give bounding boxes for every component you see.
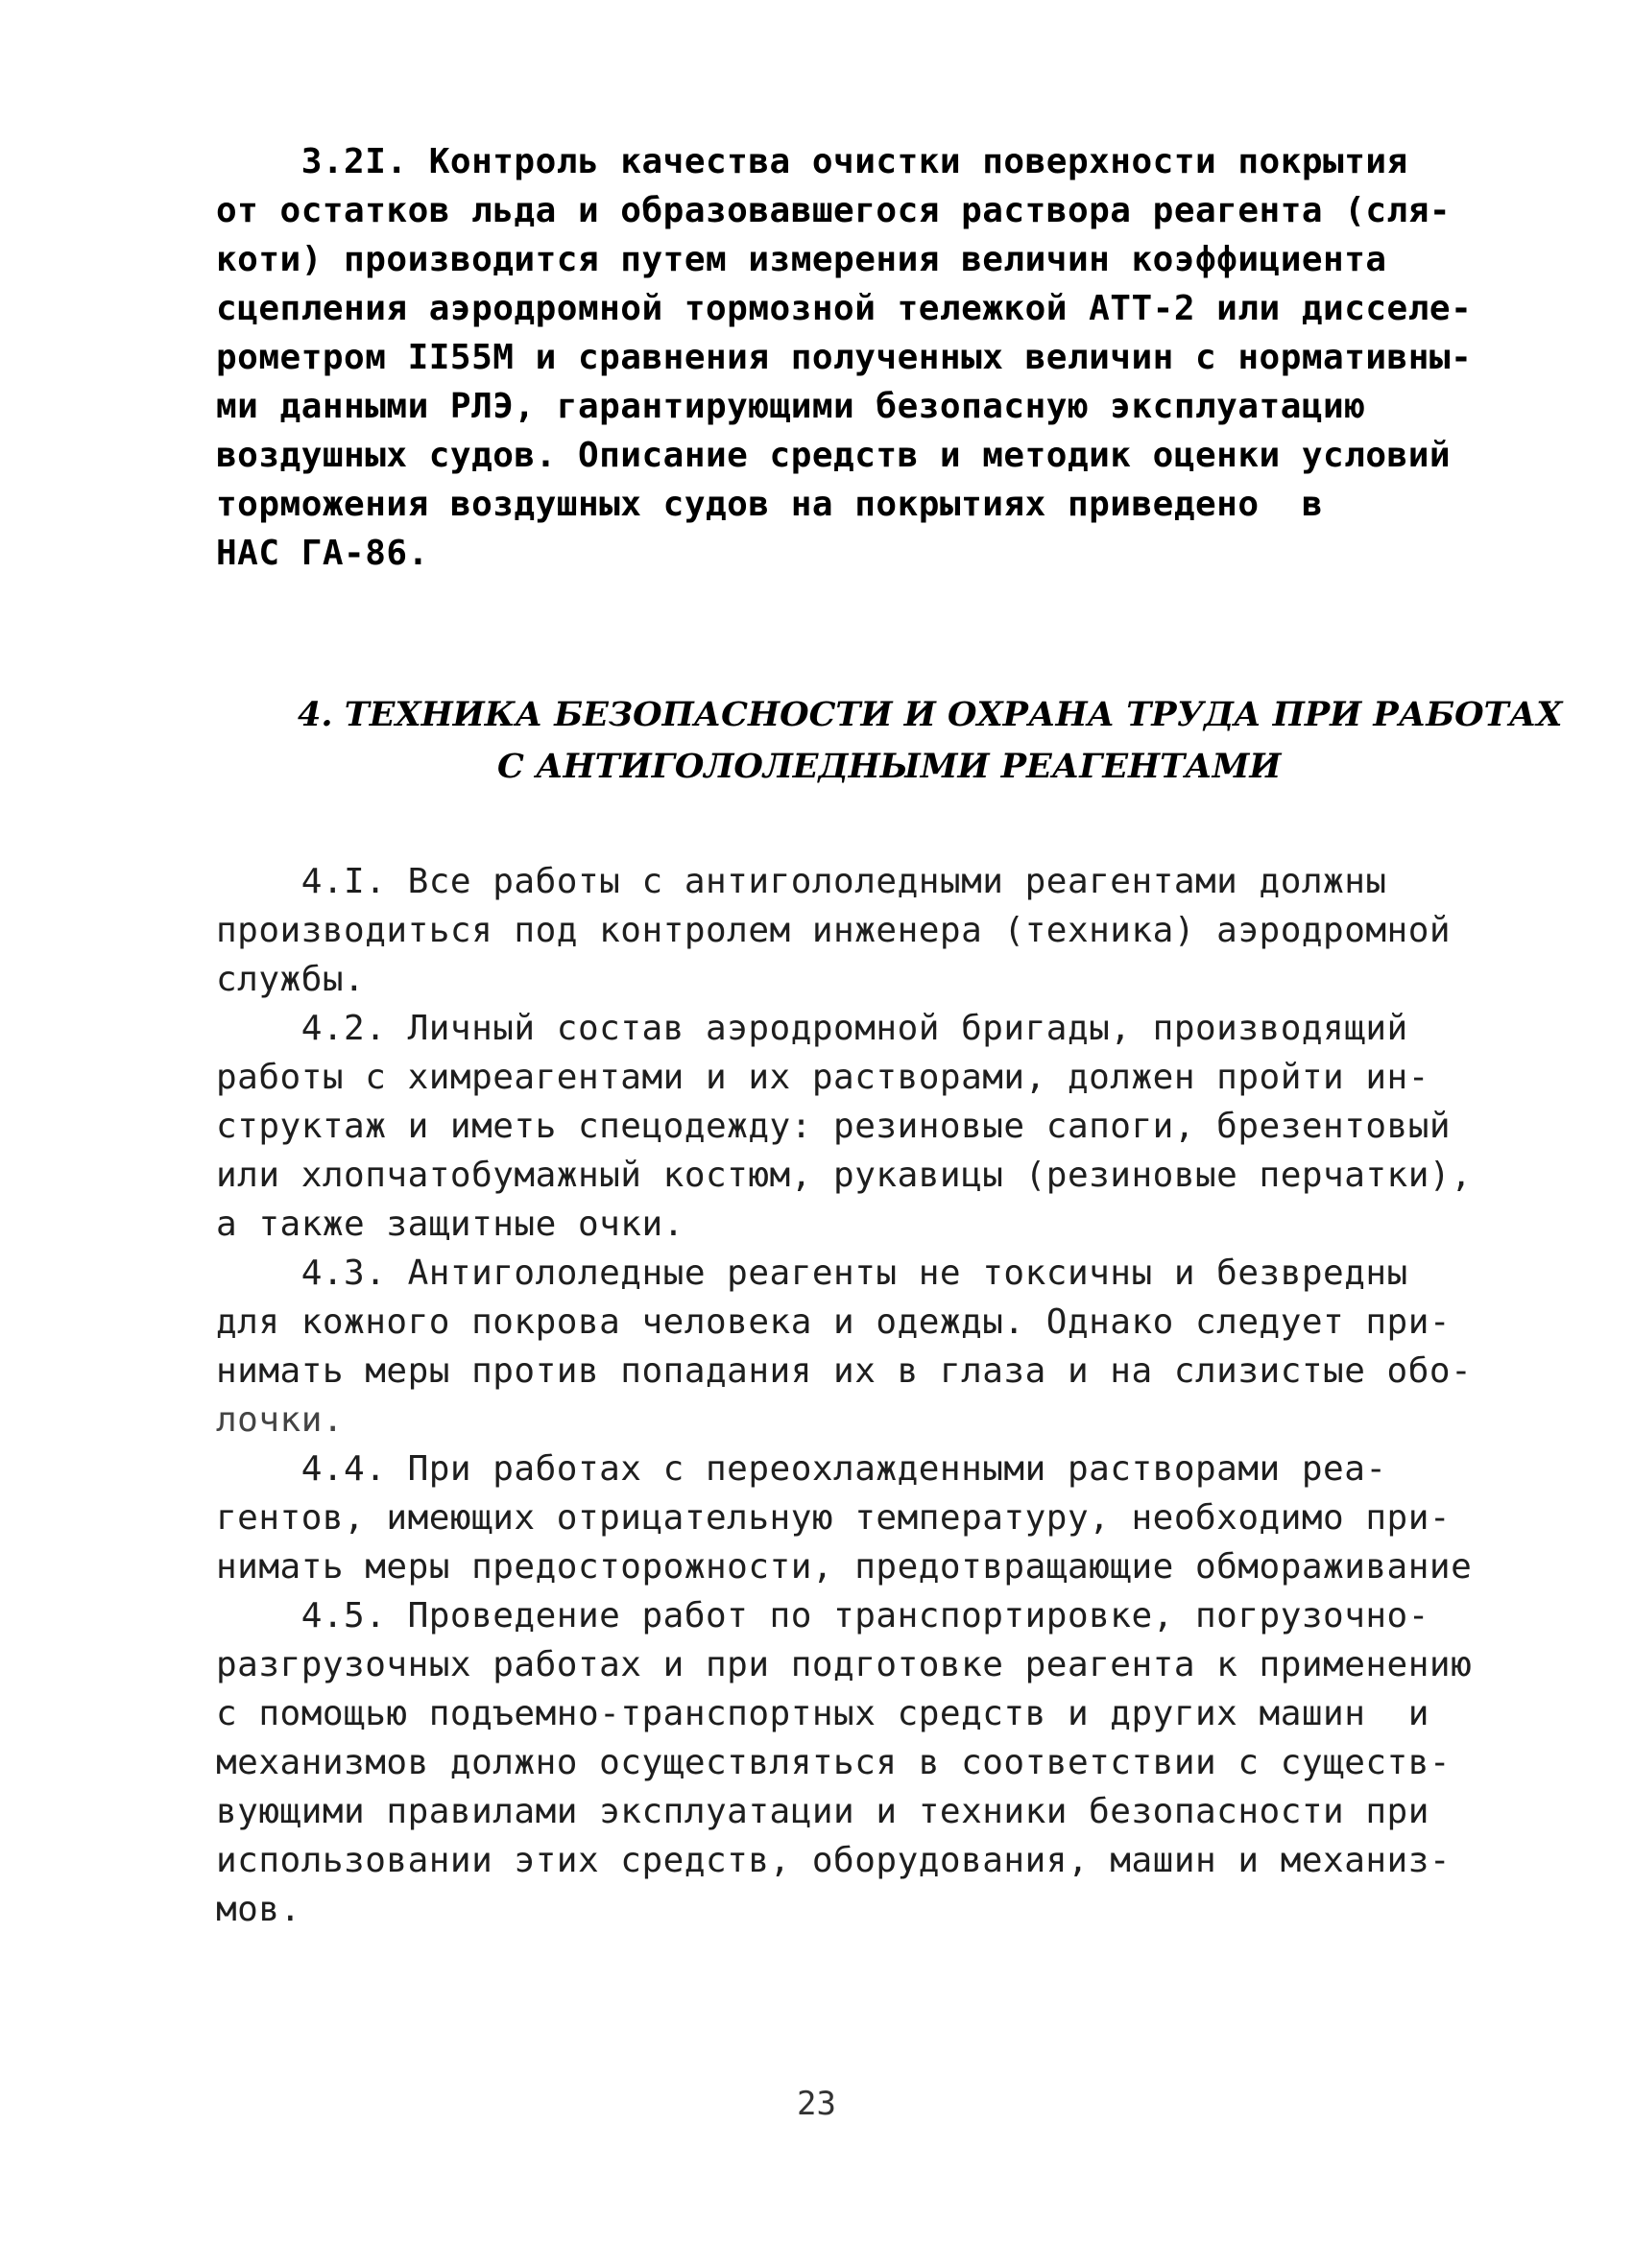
text-line: торможения воздушных судов на покрытиях приведено в — [216, 485, 1324, 524]
heading-line-2: С АНТИГОЛОЛЕДНЫМИ РЕАГЕНТАМИ — [497, 747, 1282, 786]
section-4-heading — [288, 689, 1563, 793]
text-line: мов. — [216, 1890, 301, 1929]
text-line: сцепления аэродромной тормозной тележкой АТТ-2 или дисселе- — [216, 289, 1473, 328]
heading-line-1: 4. ТЕХНИКА БЕЗОПАСНОСТИ И ОХРАНА ТРУДА ПРИ РАБОТАХ — [298, 695, 1563, 734]
text-line: использовании этих средств, оборудования, машин и механиз- — [216, 1841, 1452, 1880]
text-line: службы. — [216, 960, 366, 999]
text-line: рометром II55М и сравнения полученных величин с нормативны- — [216, 338, 1473, 377]
text-line: нимать меры предосторожности, предотвращающие обмораживание — [216, 1547, 1473, 1587]
text-line: НАС ГА-86. — [216, 534, 429, 573]
page-number: 23 — [797, 2085, 836, 2123]
text-line: 4.5. Проведение работ по транспортировке, погрузочно- — [216, 1596, 1429, 1635]
text-line: структаж и иметь спецодежду: резиновые сапоги, брезентовый — [216, 1107, 1452, 1146]
text-line: а также защитные очки. — [216, 1205, 684, 1244]
paragraph-3-21 — [216, 137, 1473, 578]
paragraph-4-4 — [216, 1444, 1473, 1591]
text-line: работы с химреагентами и их растворами, должен пройти ин- — [216, 1058, 1429, 1097]
text-line: от остатков льда и образовавшегося раствора реагента (сля- — [216, 191, 1452, 230]
text-line: ми данными РЛЭ, гарантирующими безопасную эксплуатацию — [216, 387, 1366, 426]
paragraph-4-2 — [216, 1004, 1473, 1249]
text-line: 3.2I. Контроль качества очистки поверхности покрытия — [216, 142, 1408, 181]
text-line: разгрузочных работах и при подготовке реагента к применению — [216, 1645, 1473, 1684]
text-line: для кожного покрова человека и одежды. Однако следует при- — [216, 1302, 1452, 1342]
text-line: механизмов должно осуществляться в соответствии с существ- — [216, 1743, 1452, 1782]
paragraph-4-5 — [216, 1591, 1473, 1934]
text-line: 4.4. При работах с переохлажденными растворами реа- — [216, 1449, 1387, 1489]
text-line: вующими правилами эксплуатации и техники безопасности при — [216, 1792, 1429, 1831]
text-line: нимать меры против попадания их в глаза и на слизистые обо- — [216, 1351, 1473, 1391]
text-line: гентов, имеющих отрицательную температуру, необходимо при- — [216, 1498, 1452, 1538]
paragraph-4-1 — [216, 857, 1452, 1004]
text-line: 4.I. Все работы с антигололедными реагентами должны — [216, 862, 1387, 901]
text-line: 4.2. Личный состав аэродромной бригады, производящий — [216, 1009, 1408, 1048]
text-line: воздушных судов. Описание средств и методик оценки условий — [216, 436, 1452, 475]
section-4-body — [216, 857, 1473, 1934]
paragraph-4-3 — [216, 1249, 1473, 1444]
text-line: или хлопчатобумажный костюм, рукавицы (резиновые перчатки), — [216, 1156, 1473, 1195]
text-line: коти) производится путем измерения величин коэффициента — [216, 240, 1387, 279]
text-line: производиться под контролем инженера (техника) аэродромной — [216, 911, 1452, 950]
text-line: с помощью подъемно-транспортных средств и других машин и — [216, 1694, 1429, 1733]
text-line: лочки. — [216, 1400, 345, 1440]
text-line: 4.3. Антигололедные реагенты не токсичны и безвредны — [216, 1253, 1408, 1293]
